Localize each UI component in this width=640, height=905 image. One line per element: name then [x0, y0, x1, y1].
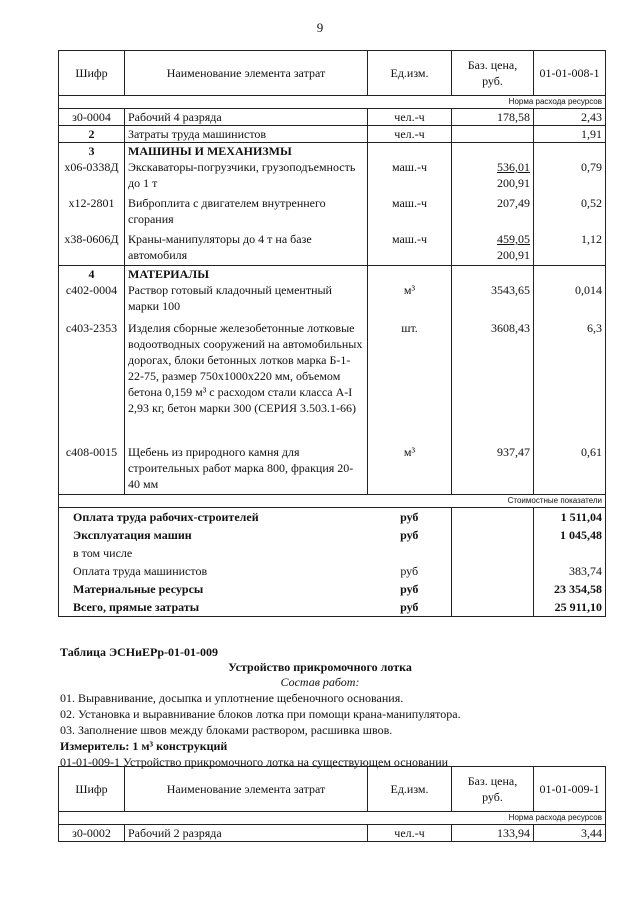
header-price: Баз. цена, руб.	[452, 51, 534, 96]
row-code: з0-0002	[59, 825, 125, 842]
table-row	[59, 825, 606, 842]
section-title: МАТЕРИАЛЫ	[125, 266, 368, 283]
summary-row	[59, 598, 606, 617]
summary-name: Всего, прямые затраты	[59, 598, 368, 617]
row-value: 6,3	[534, 320, 606, 444]
resource-table	[58, 50, 606, 617]
header-norm-code: 01-01-008-1	[534, 51, 606, 96]
summary-value: 383,74	[534, 562, 606, 580]
table-header	[59, 767, 606, 812]
row-unit: шт.	[368, 320, 452, 444]
summary-row	[59, 526, 606, 544]
table-row	[59, 231, 606, 266]
header-code: Шифр	[59, 51, 125, 96]
row-price	[452, 159, 534, 195]
section-code: 4	[59, 266, 125, 283]
cost-label-row	[59, 495, 606, 508]
row-name: Изделия сборные железобетонные лотковые водоотводных сооружений на автомобильных дорогах, блоки бетонных лотков марка Б-1-22-75, размер 750х1000х220 мм, объемом бетона 0,159 м³ с расходом стали класса А-I 2,93 кг, бетон марки 300 (СЕРИЯ 3.503.1-66)	[125, 320, 368, 444]
row-price: 3608,43	[452, 320, 534, 444]
row-value: 0,014	[534, 282, 606, 320]
summary-unit: руб	[400, 528, 419, 542]
row-code: с403-2353	[59, 320, 125, 444]
page-number: 9	[316, 20, 324, 35]
resource-table-2	[58, 766, 606, 842]
header-unit: Ед.изм.	[368, 767, 452, 812]
row-price-main: 459,05	[497, 232, 530, 246]
summary-row	[59, 562, 606, 580]
composition-label: Состав работ:	[280, 675, 360, 689]
header-norm-code: 01-01-009-1	[534, 767, 606, 812]
row-name: Рабочий 4 разряда	[125, 109, 368, 126]
row-code: х38-0606Д	[59, 231, 125, 266]
summary-name: Материальные ресурсы	[59, 580, 368, 598]
row-name: Раствор готовый кладочный цементный марки 100	[125, 282, 368, 320]
summary-value: 25 911,10	[534, 598, 606, 617]
row-value: 1,91	[534, 126, 606, 143]
summary-name: Оплата труда рабочих-строителей	[59, 508, 368, 527]
table-header	[59, 51, 606, 96]
row-code: с408-0015	[59, 444, 125, 495]
row-price-secondary: 200,91	[497, 176, 530, 190]
row-price-main: 536,01	[497, 160, 530, 174]
meter-label: Измеритель: 1 м³ конструкций	[60, 739, 228, 753]
row-code: 2	[59, 126, 125, 143]
row-code: з0-0004	[59, 109, 125, 126]
row-unit: м³	[368, 444, 452, 495]
row-unit: маш.-ч	[368, 159, 452, 195]
norm-label-row	[59, 812, 606, 825]
norm-label: Норма расхода ресурсов	[59, 96, 606, 109]
row-name: Щебень из природного камня для строительных работ марка 800, фракция 20-40 мм	[125, 444, 368, 495]
header-price: Баз. цена, руб.	[452, 767, 534, 812]
row-price	[452, 231, 534, 266]
row-price-secondary: 200,91	[497, 248, 530, 262]
summary-value: 1 045,48	[534, 526, 606, 544]
summary-unit: руб	[400, 582, 419, 596]
row-unit: чел.-ч	[368, 825, 452, 842]
norm-label: Норма расхода ресурсов	[59, 812, 606, 825]
row-name: Виброплита с двигателем внутреннего сгорания	[125, 195, 368, 231]
row-code: х06-0338Д	[59, 159, 125, 195]
table-row	[59, 320, 606, 444]
header-name: Наименование элемента затрат	[125, 767, 368, 812]
summary-name: Оплата труда машинистов	[59, 562, 368, 580]
row-price	[452, 126, 534, 143]
summary-value: 1 511,04	[534, 508, 606, 527]
table-row	[59, 282, 606, 320]
table-row	[59, 126, 606, 143]
summary-name: Эксплуатация машин	[59, 526, 368, 544]
row-value: 2,43	[534, 109, 606, 126]
row-name: Экскаваторы-погрузчики, грузоподъемность до 1 т	[125, 159, 368, 195]
row-unit: чел.-ч	[368, 126, 452, 143]
work-step: 02. Установка и выравнивание блоков лотка при помощи крана-манипулятора.	[60, 707, 461, 721]
row-price: 3543,65	[452, 282, 534, 320]
row-code: х12-2801	[59, 195, 125, 231]
row-price: 133,94	[452, 825, 534, 842]
section-row	[59, 266, 606, 283]
norm-subtitle: 01-01-009-1 Устройство прикромочного лотка на существующем основании	[60, 755, 449, 769]
summary-row	[59, 544, 606, 562]
section-code: 3	[59, 143, 125, 160]
row-name: Затраты труда машинистов	[125, 126, 368, 143]
row-value: 3,44	[534, 825, 606, 842]
header-name: Наименование элемента затрат	[125, 51, 368, 96]
norm-label-row	[59, 96, 606, 109]
row-unit: маш.-ч	[368, 231, 452, 266]
row-value: 0,52	[534, 195, 606, 231]
cost-label: Стоимостные показатели	[59, 495, 606, 508]
header-unit: Ед.изм.	[368, 51, 452, 96]
row-price: 937,47	[452, 444, 534, 495]
table-title: Таблица ЭСНиЕРр-01-01-009	[60, 645, 219, 659]
work-step: 01. Выравнивание, досыпка и уплотнение щебеночного основания.	[60, 691, 404, 705]
row-value: 0,79	[534, 159, 606, 195]
section-row	[59, 143, 606, 160]
row-value: 0,61	[534, 444, 606, 495]
summary-unit: руб	[368, 598, 452, 617]
header-code: Шифр	[59, 767, 125, 812]
table-row	[59, 109, 606, 126]
summary-row	[59, 580, 606, 598]
summary-name: в том числе	[59, 544, 368, 562]
row-value: 1,12	[534, 231, 606, 266]
table-row	[59, 159, 606, 195]
row-price: 178,58	[452, 109, 534, 126]
table-row	[59, 444, 606, 495]
row-name: Краны-манипуляторы до 4 т на базе автомобиля	[125, 231, 368, 266]
summary-unit: руб	[368, 508, 452, 527]
table-row	[59, 195, 606, 231]
row-price: 207,49	[452, 195, 534, 231]
row-unit: маш.-ч	[368, 195, 452, 231]
row-unit: чел.-ч	[368, 109, 452, 126]
work-title: Устройство прикромочного лотка	[228, 660, 412, 674]
work-step: 03. Заполнение швов между блоками раствором, расшивка швов.	[60, 723, 393, 737]
summary-value: 23 354,58	[534, 580, 606, 598]
section-title: МАШИНЫ И МЕХАНИЗМЫ	[125, 143, 368, 160]
row-unit: м³	[368, 282, 452, 320]
summary-unit: руб	[400, 564, 419, 578]
row-name: Рабочий 2 разряда	[125, 825, 368, 842]
row-code: с402-0004	[59, 282, 125, 320]
summary-row	[59, 508, 606, 527]
